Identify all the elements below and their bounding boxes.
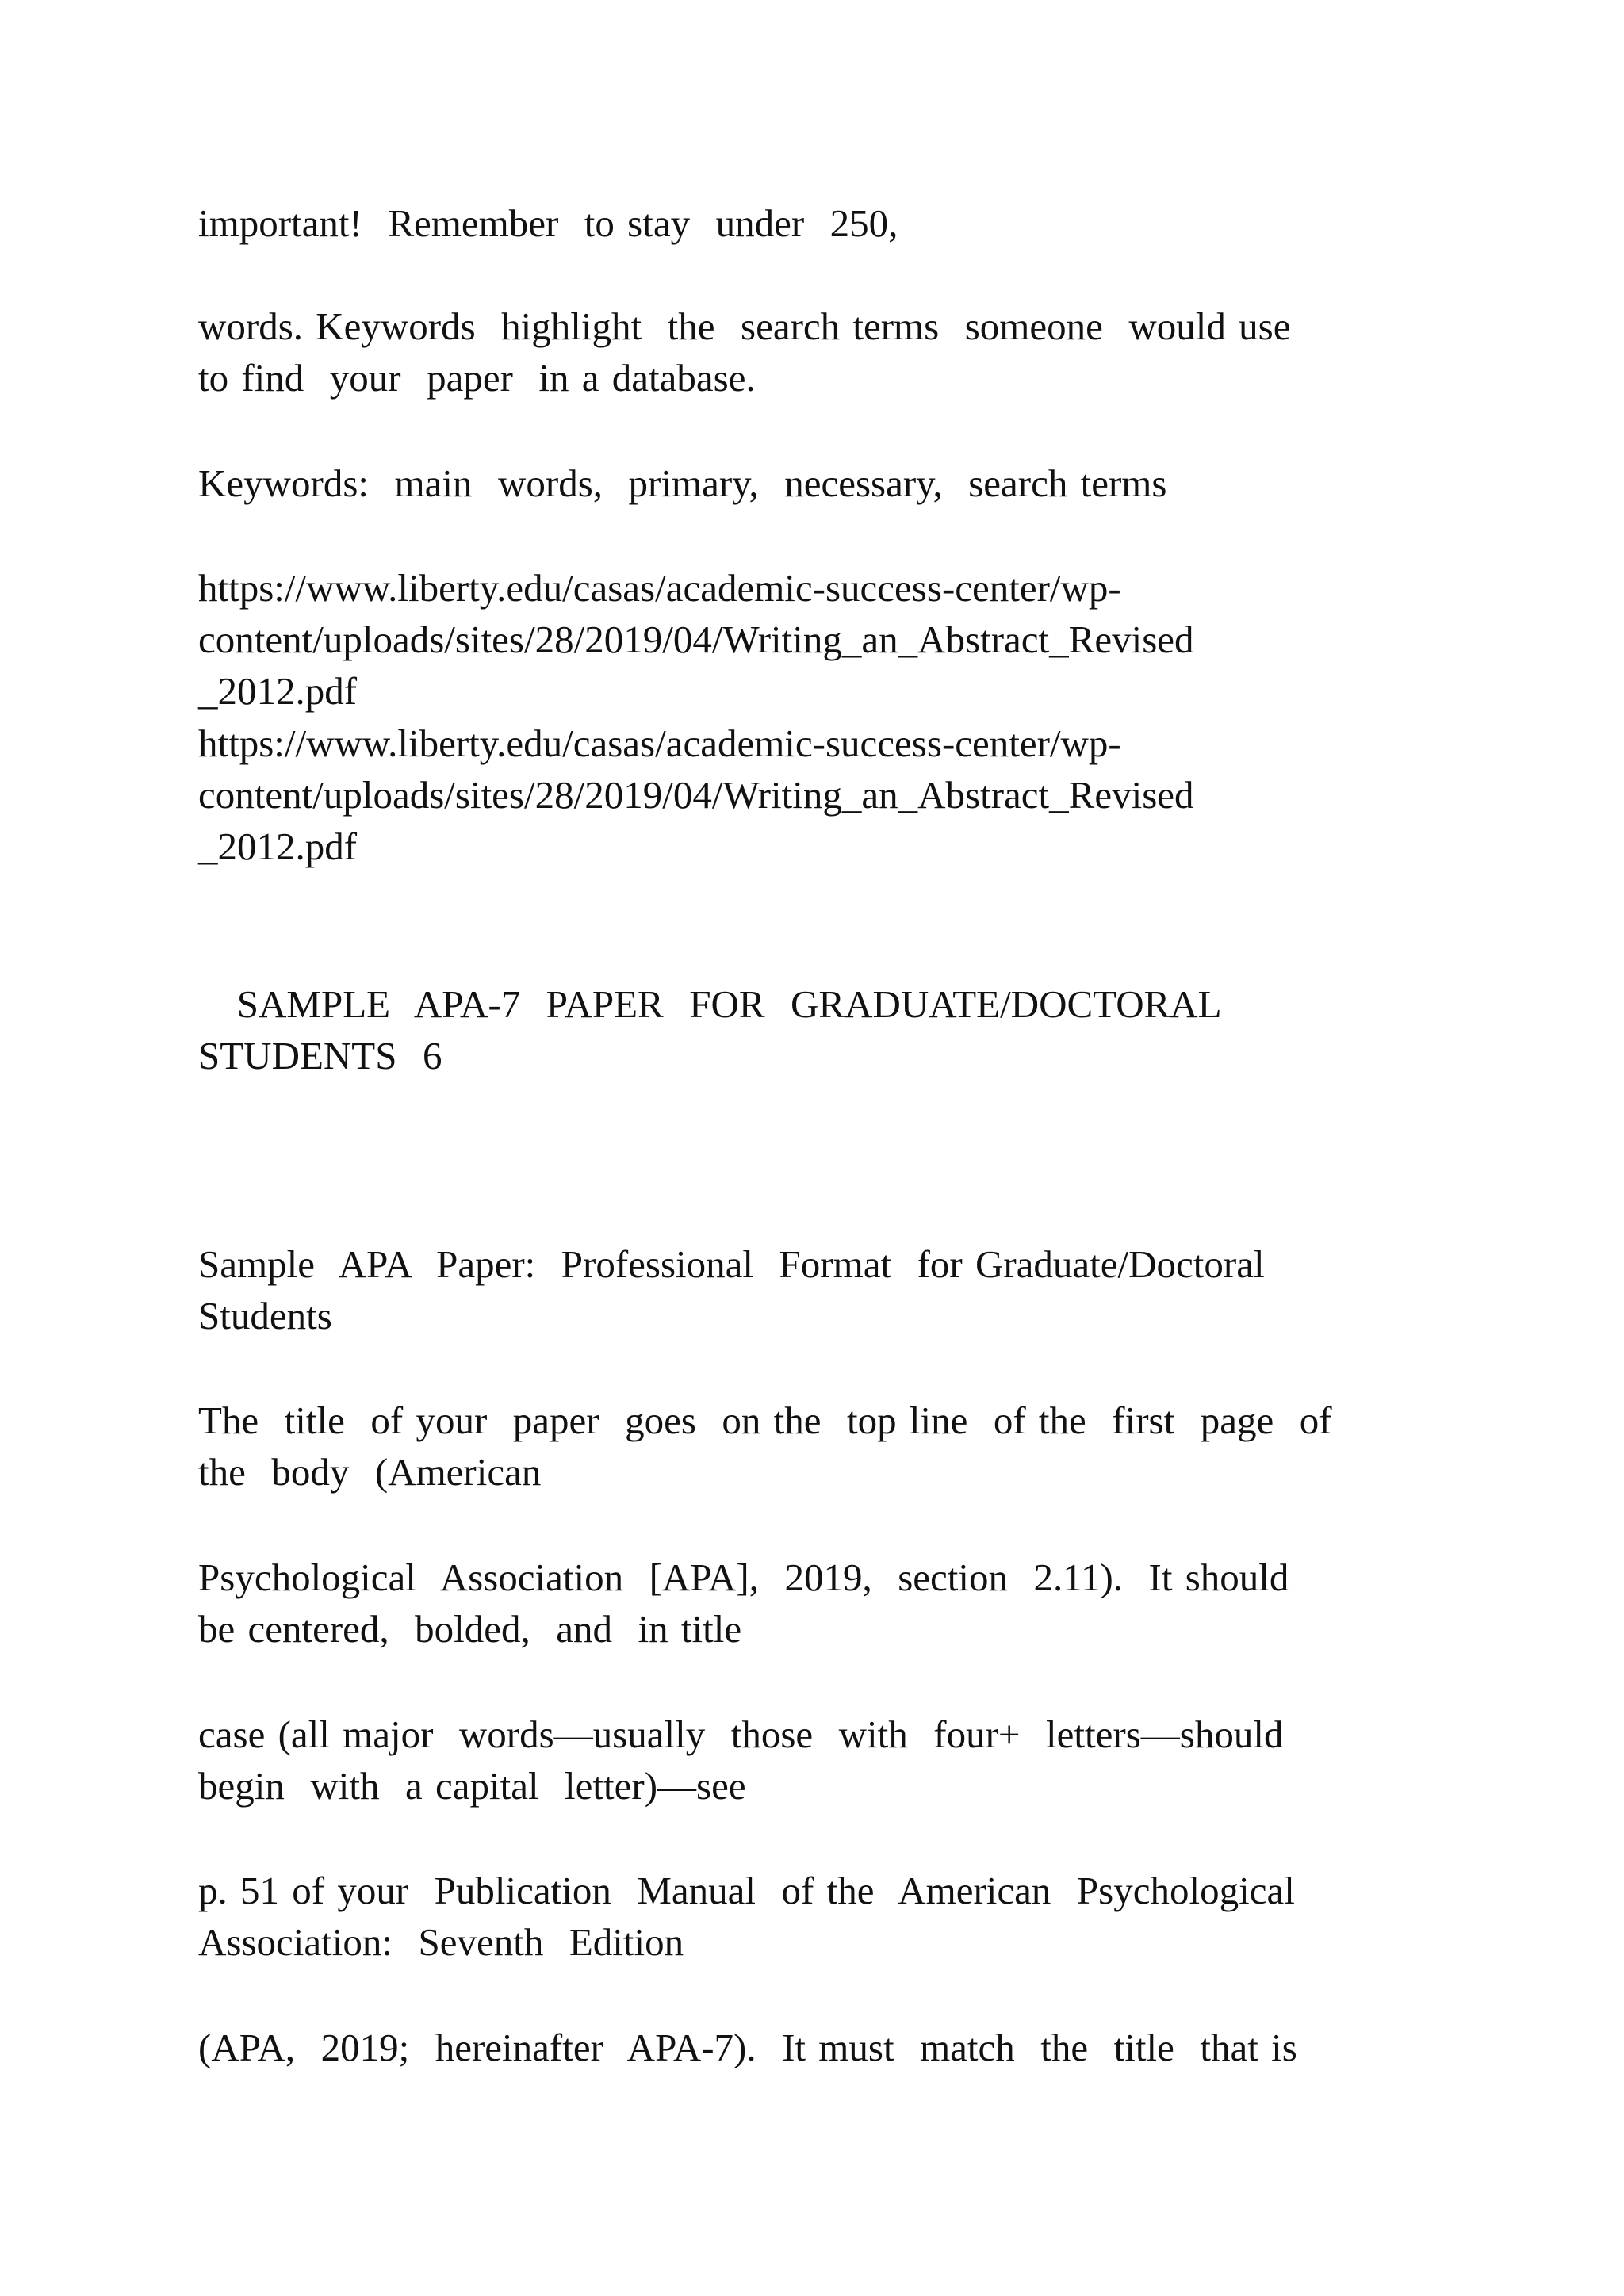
paper-title: Students bbox=[198, 1294, 332, 1337]
keywords-line: Keywords: main words, primary, necessary, search terms bbox=[198, 461, 1167, 505]
text-line: p. 51 of your Publication Manual of the American Psychological bbox=[198, 1869, 1295, 1912]
url-line: content/uploads/sites/28/2019/04/Writing_an_Abstract_Revised bbox=[198, 773, 1194, 817]
text-line: case (all major words—usually those with four+ letters—should bbox=[198, 1712, 1284, 1756]
text-line: Association: Seventh Edition bbox=[198, 1920, 684, 1964]
url-line: https://www.liberty.edu/casas/academic-success-center/wp- bbox=[198, 721, 1121, 765]
running-head: SAMPLE APA-7 PAPER FOR GRADUATE/DOCTORAL bbox=[198, 982, 1222, 1026]
url-line: https://www.liberty.edu/casas/academic-success-center/wp- bbox=[198, 566, 1121, 610]
url-line: _2012.pdf bbox=[198, 669, 358, 713]
paper-title: Sample APA Paper: Professional Format for Graduate/Doctoral bbox=[198, 1242, 1265, 1286]
text-line: to find your paper in a database. bbox=[198, 356, 756, 400]
url-line: content/uploads/sites/28/2019/04/Writing_an_Abstract_Revised bbox=[198, 618, 1194, 661]
text-line: the body (American bbox=[198, 1450, 542, 1494]
running-head: STUDENTS 6 bbox=[198, 1034, 442, 1077]
text-line: words. Keywords highlight the search terms someone would use bbox=[198, 304, 1291, 348]
text-line: The title of your paper goes on the top line of the first page of bbox=[198, 1399, 1332, 1442]
text-line: important! Remember to stay under 250, bbox=[198, 201, 898, 245]
text-line: (APA, 2019; hereinafter APA-7). It must match the title that is bbox=[198, 2026, 1297, 2069]
text-line: Psychological Association [APA], 2019, section 2.11). It should bbox=[198, 1556, 1289, 1599]
text-line: be centered, bolded, and in title bbox=[198, 1607, 742, 1651]
url-line: _2012.pdf bbox=[198, 825, 358, 868]
text-line: begin with a capital letter)—see bbox=[198, 1764, 746, 1808]
